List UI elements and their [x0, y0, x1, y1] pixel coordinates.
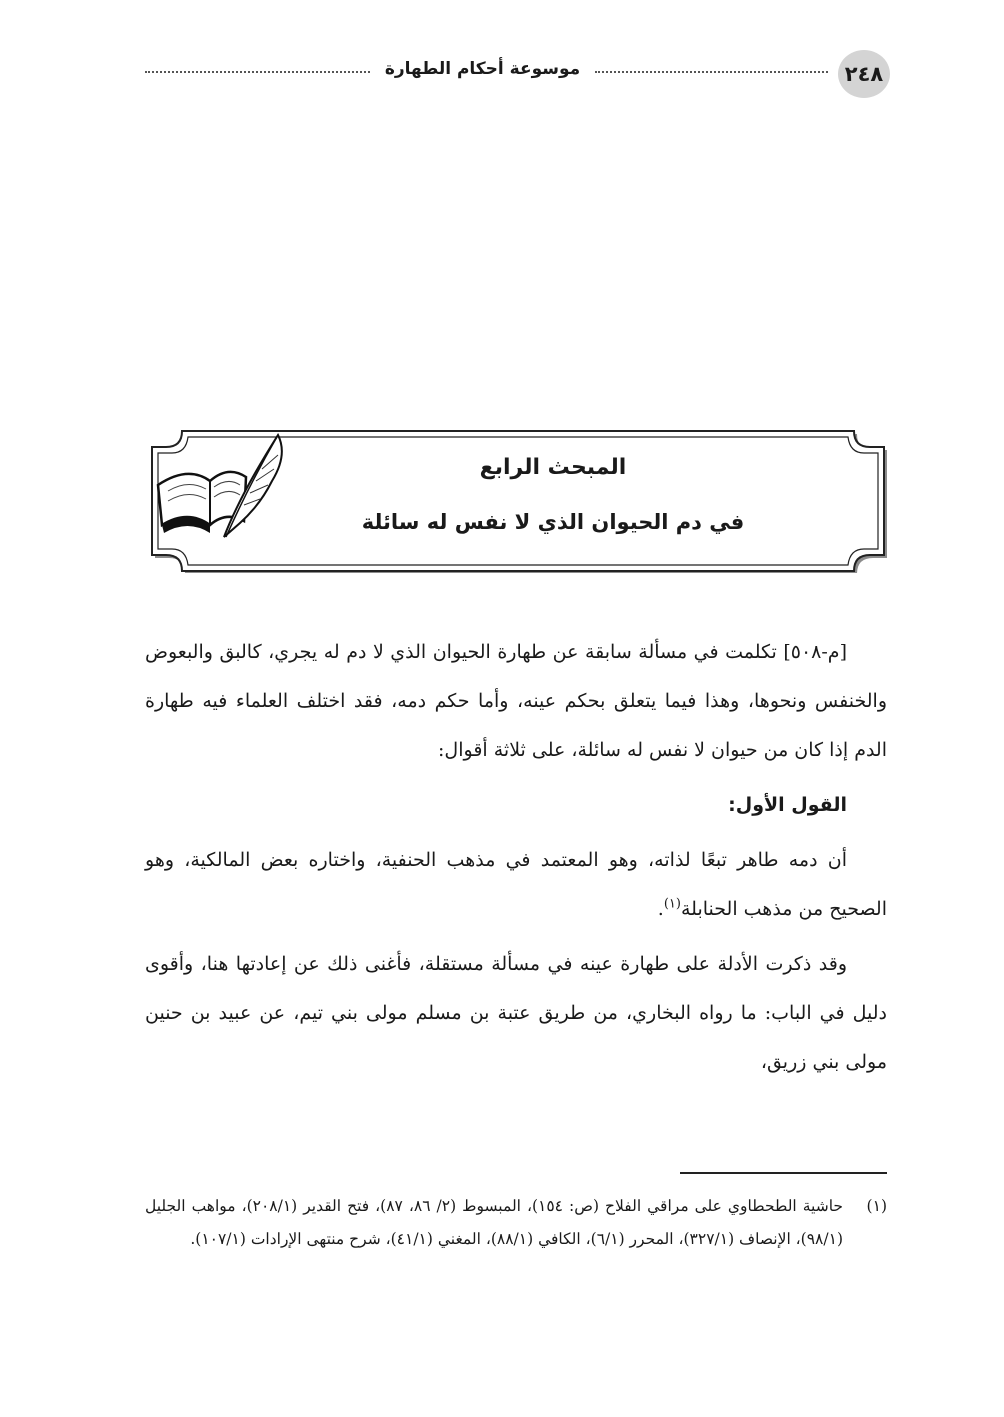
footnote-number: (١) — [866, 1197, 887, 1215]
header-dotted-line-right — [595, 71, 828, 73]
footnote-separator — [680, 1172, 887, 1174]
footnote-item — [145, 1190, 887, 1256]
footnote-reference[interactable]: (١) — [663, 896, 681, 912]
page-number-badge: ٢٤٨ — [838, 50, 890, 98]
book-title: موسوعة أحكام الطهارة — [384, 59, 581, 79]
section-title: المبحث الرابع — [479, 455, 627, 480]
header-dotted-line-left — [145, 71, 370, 73]
intro-paragraph: [م-٥٠٨] تكلمت في مسألة سابقة عن طهارة الحيوان الذي لا دم له يجري، كالبق والبعوض والخنفس ونحوها، وهذا فيما يتعلق بحكم عينه، وأما حكم دمه، فقد اختلف العلماء فيه طهارة الدم إذا كان من حيوان لا نفس له سائلة، على ثلاثة أقوال: — [145, 641, 887, 761]
main-body — [145, 628, 887, 1093]
first-view-text: أن دمه طاهر تبعًا لذاته، وهو المعتمد في مذهب الحنفية، واختاره بعض المالكية، وهو الصحيح من مذهب الحنابلة — [145, 849, 887, 920]
first-view-end: . — [657, 898, 664, 920]
first-view-paragraph — [145, 836, 887, 934]
section-subtitle: في دم الحيوان الذي لا نفس له سائلة — [361, 510, 745, 534]
page-header — [145, 50, 890, 100]
first-view-heading: القول الأول: — [728, 794, 847, 816]
book-and-quill-icon — [148, 425, 298, 545]
footnotes — [145, 1190, 887, 1256]
evidence-paragraph: وقد ذكرت الأدلة على طهارة عينه في مسألة مستقلة، فأغنى ذلك عن إعادتها هنا، وأقوى دليل في الباب: ما رواه البخاري، من طريق عتبة بن مسلم مولى بني تيم، عن عبيد بن حنين مولى بني زريق، — [145, 953, 887, 1073]
section-title-frame — [148, 425, 888, 573]
footnote-text: حاشية الطحطاوي على مراقي الفلاح (ص: ١٥٤)، المبسوط (٢/ ٨٦، ٨٧)، فتح القدير (٢٠٨/١)، مواهب الجليل (٩٨/١)، الإنصاف (٣٢٧/١)، المحرر (٦/١)، الكافي (٨٨/١)، المغني (٤١/١)، شرح منتهى الإرادات (١٠٧/١). — [145, 1197, 843, 1248]
